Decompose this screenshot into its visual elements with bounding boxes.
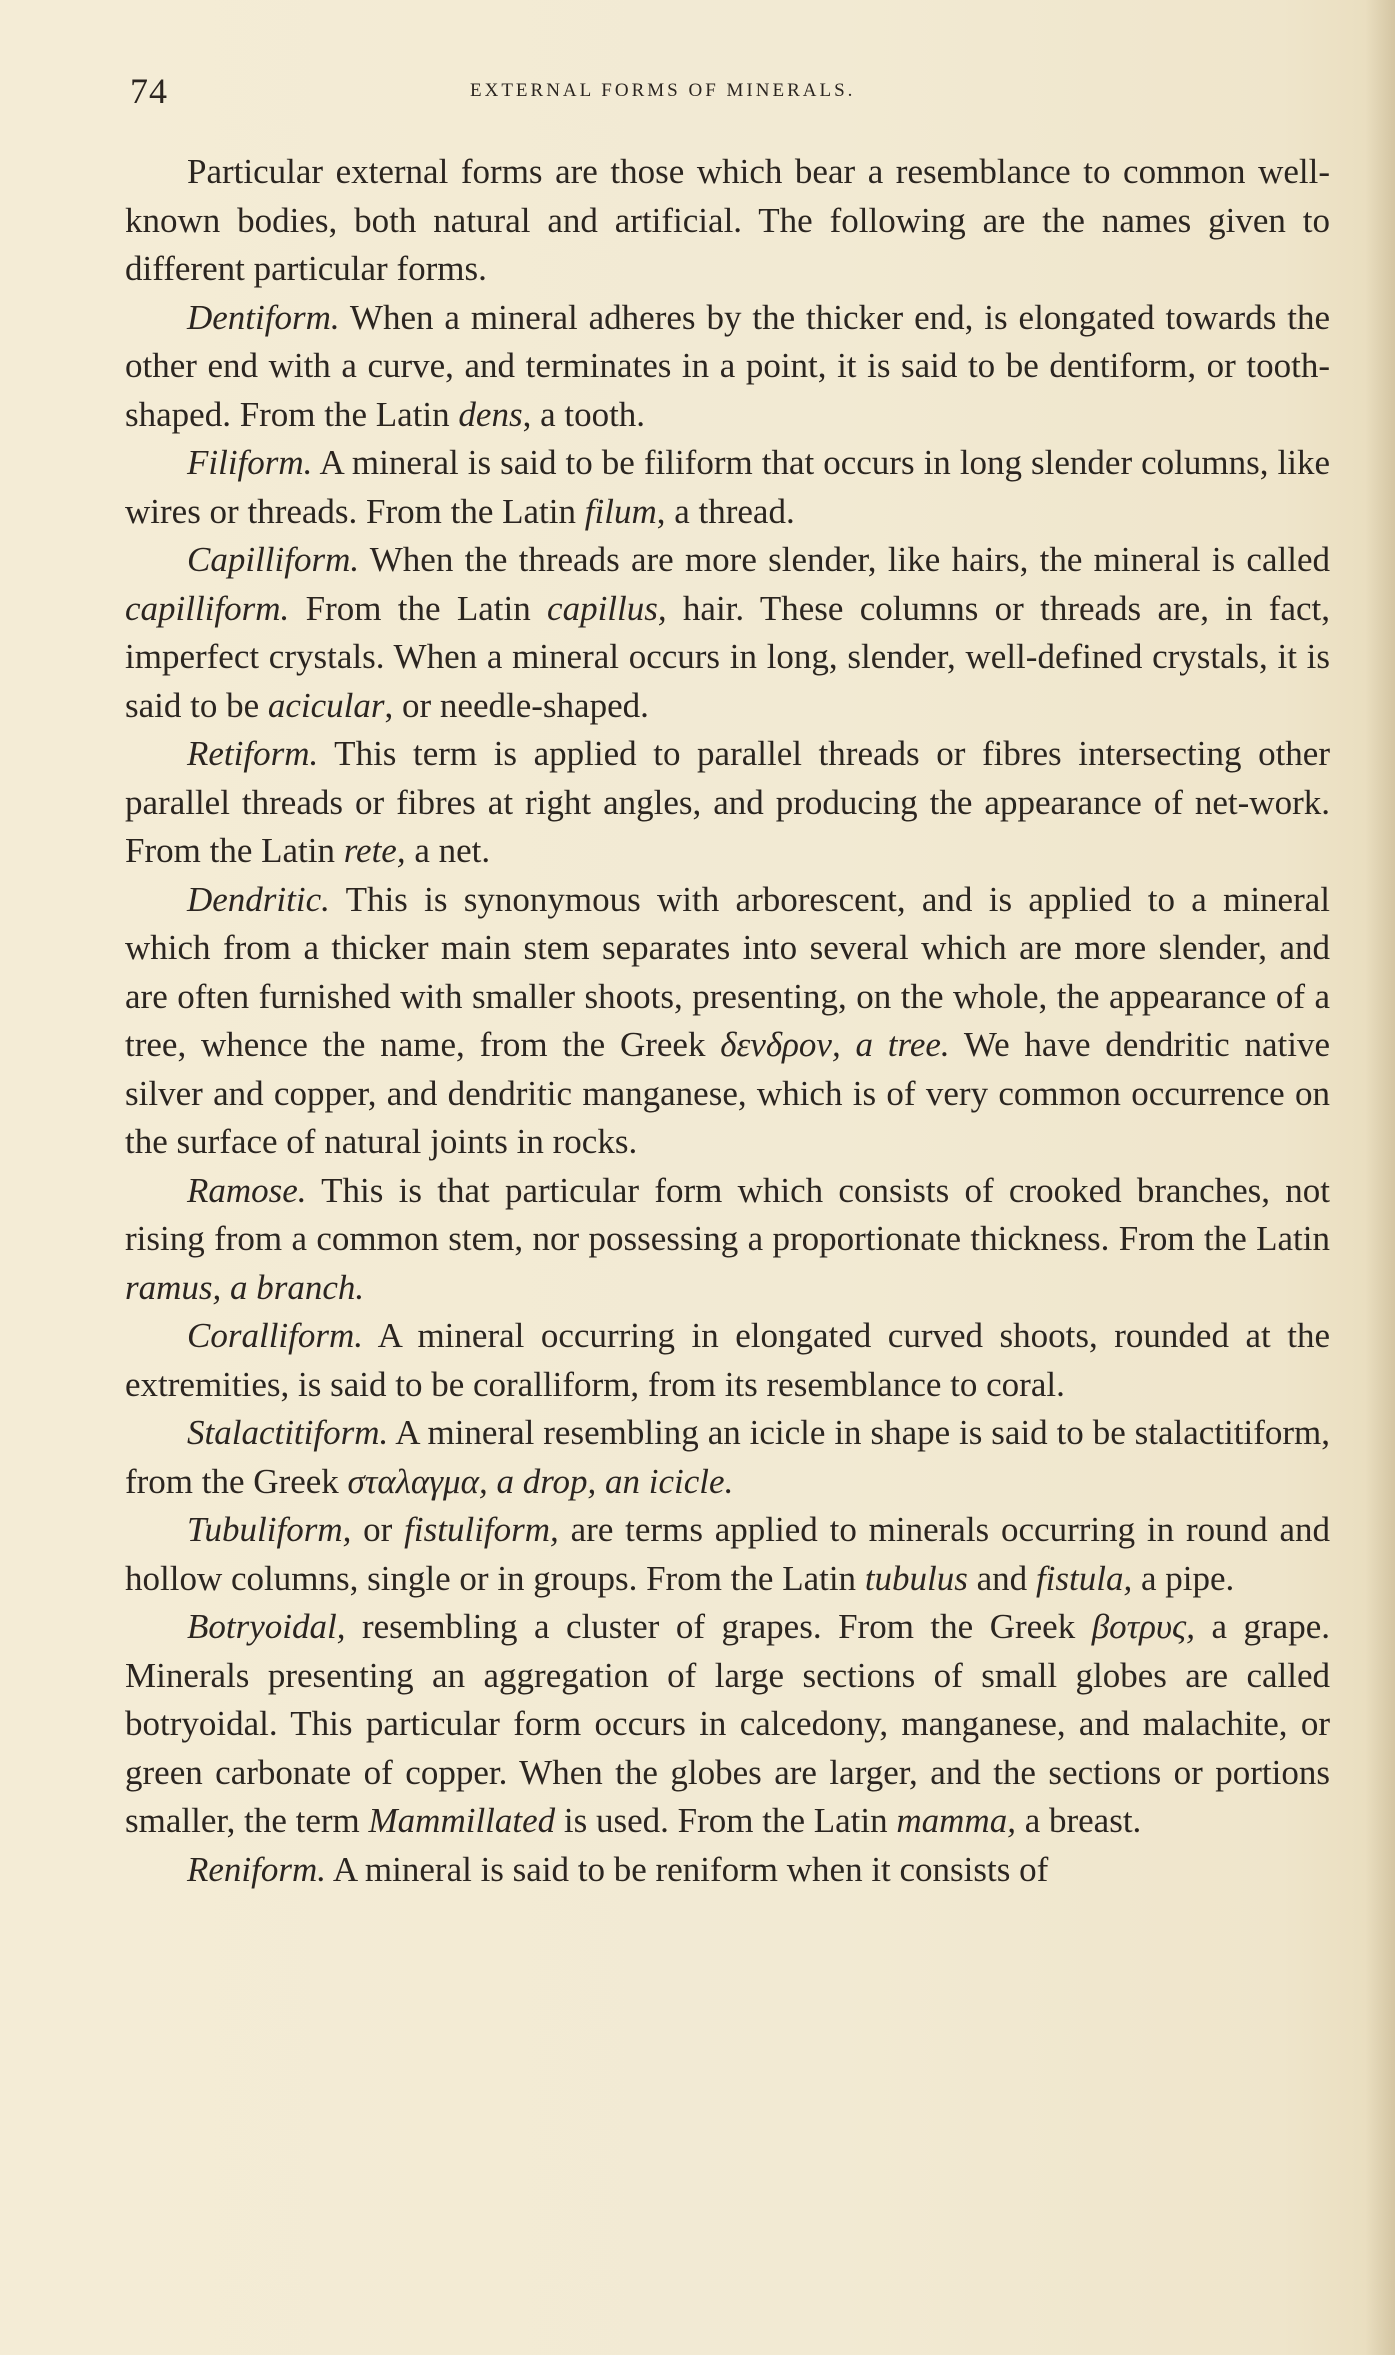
paragraph-text: a breast. — [1015, 1801, 1142, 1840]
paragraph-text: a net. — [405, 831, 491, 870]
paragraph-botryoidal — [125, 1603, 1330, 1846]
italic-term: capilliform. — [125, 588, 290, 628]
paragraph-filiform — [125, 439, 1330, 536]
term-heading: Filiform. — [187, 443, 313, 482]
paragraph-text: a grape. Minerals presenting an aggregation of large sections of small globes are called botryoidal. This particular form occurs in calcedony, manganese, and malachite, or green carbonate of copper. When the globes are larger, and the sections or portions smaller, the term — [125, 1607, 1330, 1840]
term-heading: Dentiform. — [187, 297, 340, 337]
paragraph-text: , or needle-shaped. — [384, 685, 649, 725]
term-heading: Tubuliform, — [187, 1510, 352, 1549]
page-number: 74 — [130, 71, 168, 111]
paragraph-capilliform — [125, 536, 1330, 730]
paragraph-text: This term is applied to parallel threads or fibres intersecting other parallel threads or fibres at right angles, and producing the appearance of net-work. From the Latin — [125, 734, 1330, 870]
paragraph-text: A mineral occurring in elongated curved shoots, rounded at the extremities, is said to be coralliform, from its resemblance to coral. — [125, 1316, 1330, 1404]
greek-term: σταλαγμα, a drop, an icicle. — [347, 1461, 734, 1501]
term-heading: Reniform. — [187, 1849, 327, 1889]
italic-term: fistuliform, — [404, 1510, 559, 1549]
paragraph-text: From the Latin — [289, 588, 548, 628]
paragraph-text: We have dendritic native silver and copper, and dendritic manganese, which is of very common occurrence on the surface of natural joints in rocks. — [125, 1025, 1330, 1161]
latin-term: mamma, — [896, 1801, 1016, 1840]
paragraph-intro — [125, 148, 1330, 294]
paragraph-text: A mineral is said to be reniform when it consists of — [326, 1849, 1049, 1889]
greek-term: βοτρυς, — [1091, 1607, 1195, 1646]
paragraph-text: , a thread. — [656, 491, 795, 531]
paragraph-text: This is synonymous with arborescent, and is applied to a mineral which from a thicker main stem separates into several which are more slender, and are often furnished with smaller shoots, presenting, on the whole, the appearance of a tree, whence the name, from the Greek — [125, 879, 1330, 1064]
latin-term: tubulus — [864, 1558, 968, 1598]
paragraph-stalactitiform — [125, 1409, 1330, 1506]
italic-term: Mammillated — [368, 1801, 556, 1840]
paragraph-dendritic — [125, 876, 1330, 1167]
paragraph-text: a pipe. — [1132, 1558, 1235, 1598]
latin-term: rete, — [343, 831, 406, 870]
paragraph-text: is used. From the Latin — [555, 1801, 897, 1840]
term-heading: Coralliform. — [187, 1316, 364, 1355]
paragraph-text: hair. These columns or threads are, in fact, imperfect crystals. When a mineral occurs in long, slender, well-defined crystals, it is said to be — [125, 588, 1330, 725]
italic-term: acicular — [267, 685, 385, 725]
term-heading: Stalactitiform. — [187, 1413, 389, 1452]
paragraph-text: When a mineral adheres by the thicker end, is elongated towards the other end with a curve, and terminates in a point, it is said to be dentiform, or tooth-shaped. From the Latin — [125, 297, 1330, 434]
paragraph-text: When the threads are more slender, like hairs, the mineral is called — [359, 540, 1330, 579]
paragraph-tubuliform — [125, 1506, 1330, 1603]
term-heading: Dendritic. — [187, 879, 330, 919]
paragraph-dentiform — [125, 294, 1330, 440]
page-header — [130, 70, 1330, 110]
greek-term: δενδρον, a tree. — [720, 1025, 950, 1064]
latin-term: capillus, — [547, 588, 667, 628]
paragraph-coralliform — [125, 1312, 1330, 1409]
page-edge-shadow — [1365, 0, 1395, 2355]
term-heading: Capilliform. — [187, 540, 360, 579]
paragraph-text: are terms applied to minerals occurring in round and hollow columns, single or in groups. From the Latin — [125, 1510, 1330, 1598]
body-text — [125, 148, 1330, 1894]
paragraph-text: This is that particular form which consists of crooked branches, not rising from a common stem, nor possessing a proportionate thickness. From the Latin — [125, 1170, 1330, 1258]
paragraph-text: and — [967, 1558, 1036, 1598]
running-head: EXTERNAL FORMS OF MINERALS. — [470, 80, 856, 101]
paragraph-text: Particular external forms are those which bear a resemblance to common well-known bodies, both natural and artificial. The following are the names given to different particular forms. — [125, 152, 1330, 288]
latin-term: dens — [458, 394, 523, 434]
paragraph-text: , a tooth. — [522, 394, 646, 434]
paragraph-text: resembling a cluster of grapes. From the Greek — [345, 1607, 1092, 1646]
paragraph-ramose — [125, 1167, 1330, 1313]
latin-term: fistula, — [1035, 1558, 1133, 1598]
paragraph-text: A mineral resembling an icicle in shape is said to be stalactitiform, from the Greek — [125, 1413, 1330, 1501]
paragraph-reniform — [125, 1846, 1330, 1895]
paragraph-text: or — [351, 1510, 405, 1549]
paragraph-text: A mineral is said to be filiform that occurs in long slender columns, like wires or threads. From the Latin — [125, 443, 1330, 531]
term-heading: Botryoidal, — [187, 1607, 346, 1646]
term-heading: Ramose. — [187, 1170, 307, 1210]
latin-term: ramus, a branch. — [125, 1267, 365, 1307]
paragraph-retiform — [125, 730, 1330, 876]
term-heading: Retiform. — [187, 734, 319, 773]
latin-term: filum — [584, 491, 657, 531]
